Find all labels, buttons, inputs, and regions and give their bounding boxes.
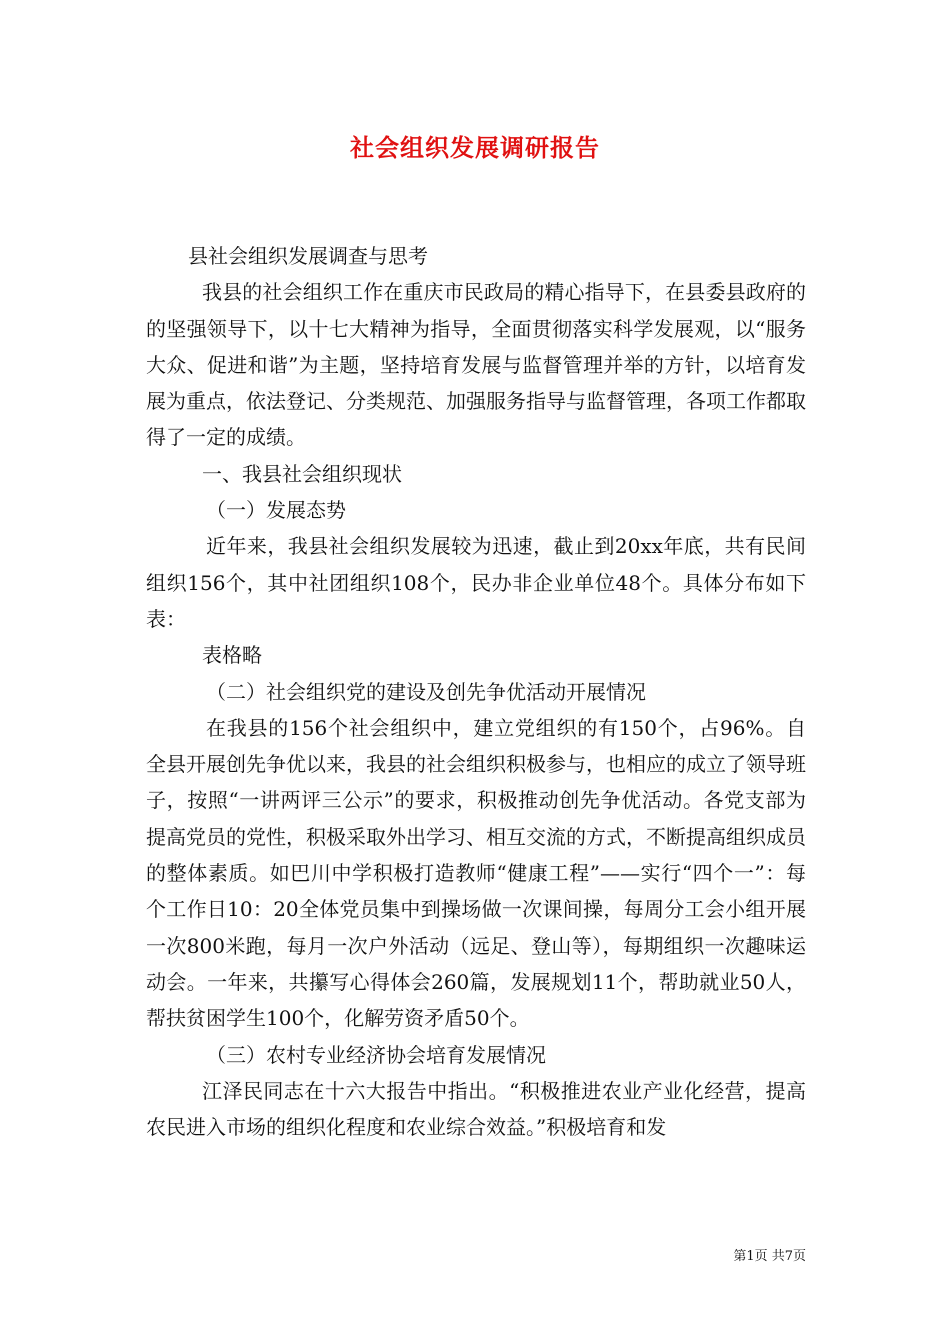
page-title: 社会组织发展调研报告 bbox=[350, 133, 600, 162]
table-omitted-note: 表格略 bbox=[202, 643, 262, 668]
subtitle-paragraph: 县社会组织发展调查与思考 bbox=[188, 244, 428, 268]
page-number: 第1页 共7页 bbox=[733, 1249, 806, 1264]
subsection-heading: （二）社会组织党的建设及创先争优活动开展情况 bbox=[206, 679, 646, 704]
section-heading: 一、我县社会组织现状 bbox=[202, 461, 402, 486]
intro-paragraph: 我县的社会组织工作在重庆市民政局的精心指导下，在县委县政府的的坚强领导下，以十七大精神为指导，全面贯彻落实科学发展观，以“服务大众、促进和谐”为主题，坚持培育发展与监督管理并举的方针，以培育发展为重点，依法登记、分类规范、加强服务指导与监督管理，各项工作都取得了一定的成绩。 bbox=[146, 280, 806, 450]
body-paragraph: 在我县的156个社会组织中，建立党组织的有150个，占96%。自全县开展创先争优以来，我县的社会组织积极参与，也相应的成立了领导班子，按照“一讲两评三公示”的要求，积极推动创先争优活动。各党支部为提高党员的党性，积极采取外出学习、相互交流的方式，不断提高组织成员的整体素质。如巴川中学积极打造教师“健康工程”——实行“四个一”：每个工作日10：20全体党员集中到操场做一次课间操，每周分工会小组开展一次800米跑，每月一次户外活动（远足、登山等），每期组织一次趣味运动会。一年来，共攥写心得体会260篇，发展规划11个，帮助就业50人，帮扶贫困学生100个，化解劳资矛盾50个。 bbox=[146, 715, 806, 1031]
body-paragraph: 近年来，我县社会组织发展较为迅速，截止到20xx年底，共有民间组织156个，其中社团组织108个，民办非企业单位48个。具体分布如下表： bbox=[146, 534, 806, 631]
body-paragraph: 江泽民同志在十六大报告中指出。“积极推进农业产业化经营，提高农民进入市场的组织化程度和农业综合效益。”积极培育和发 bbox=[146, 1078, 806, 1140]
subsection-heading: （一）发展态势 bbox=[206, 498, 346, 523]
subsection-heading: （三）农村专业经济协会培育发展情况 bbox=[206, 1042, 546, 1067]
document-body bbox=[146, 238, 806, 1145]
